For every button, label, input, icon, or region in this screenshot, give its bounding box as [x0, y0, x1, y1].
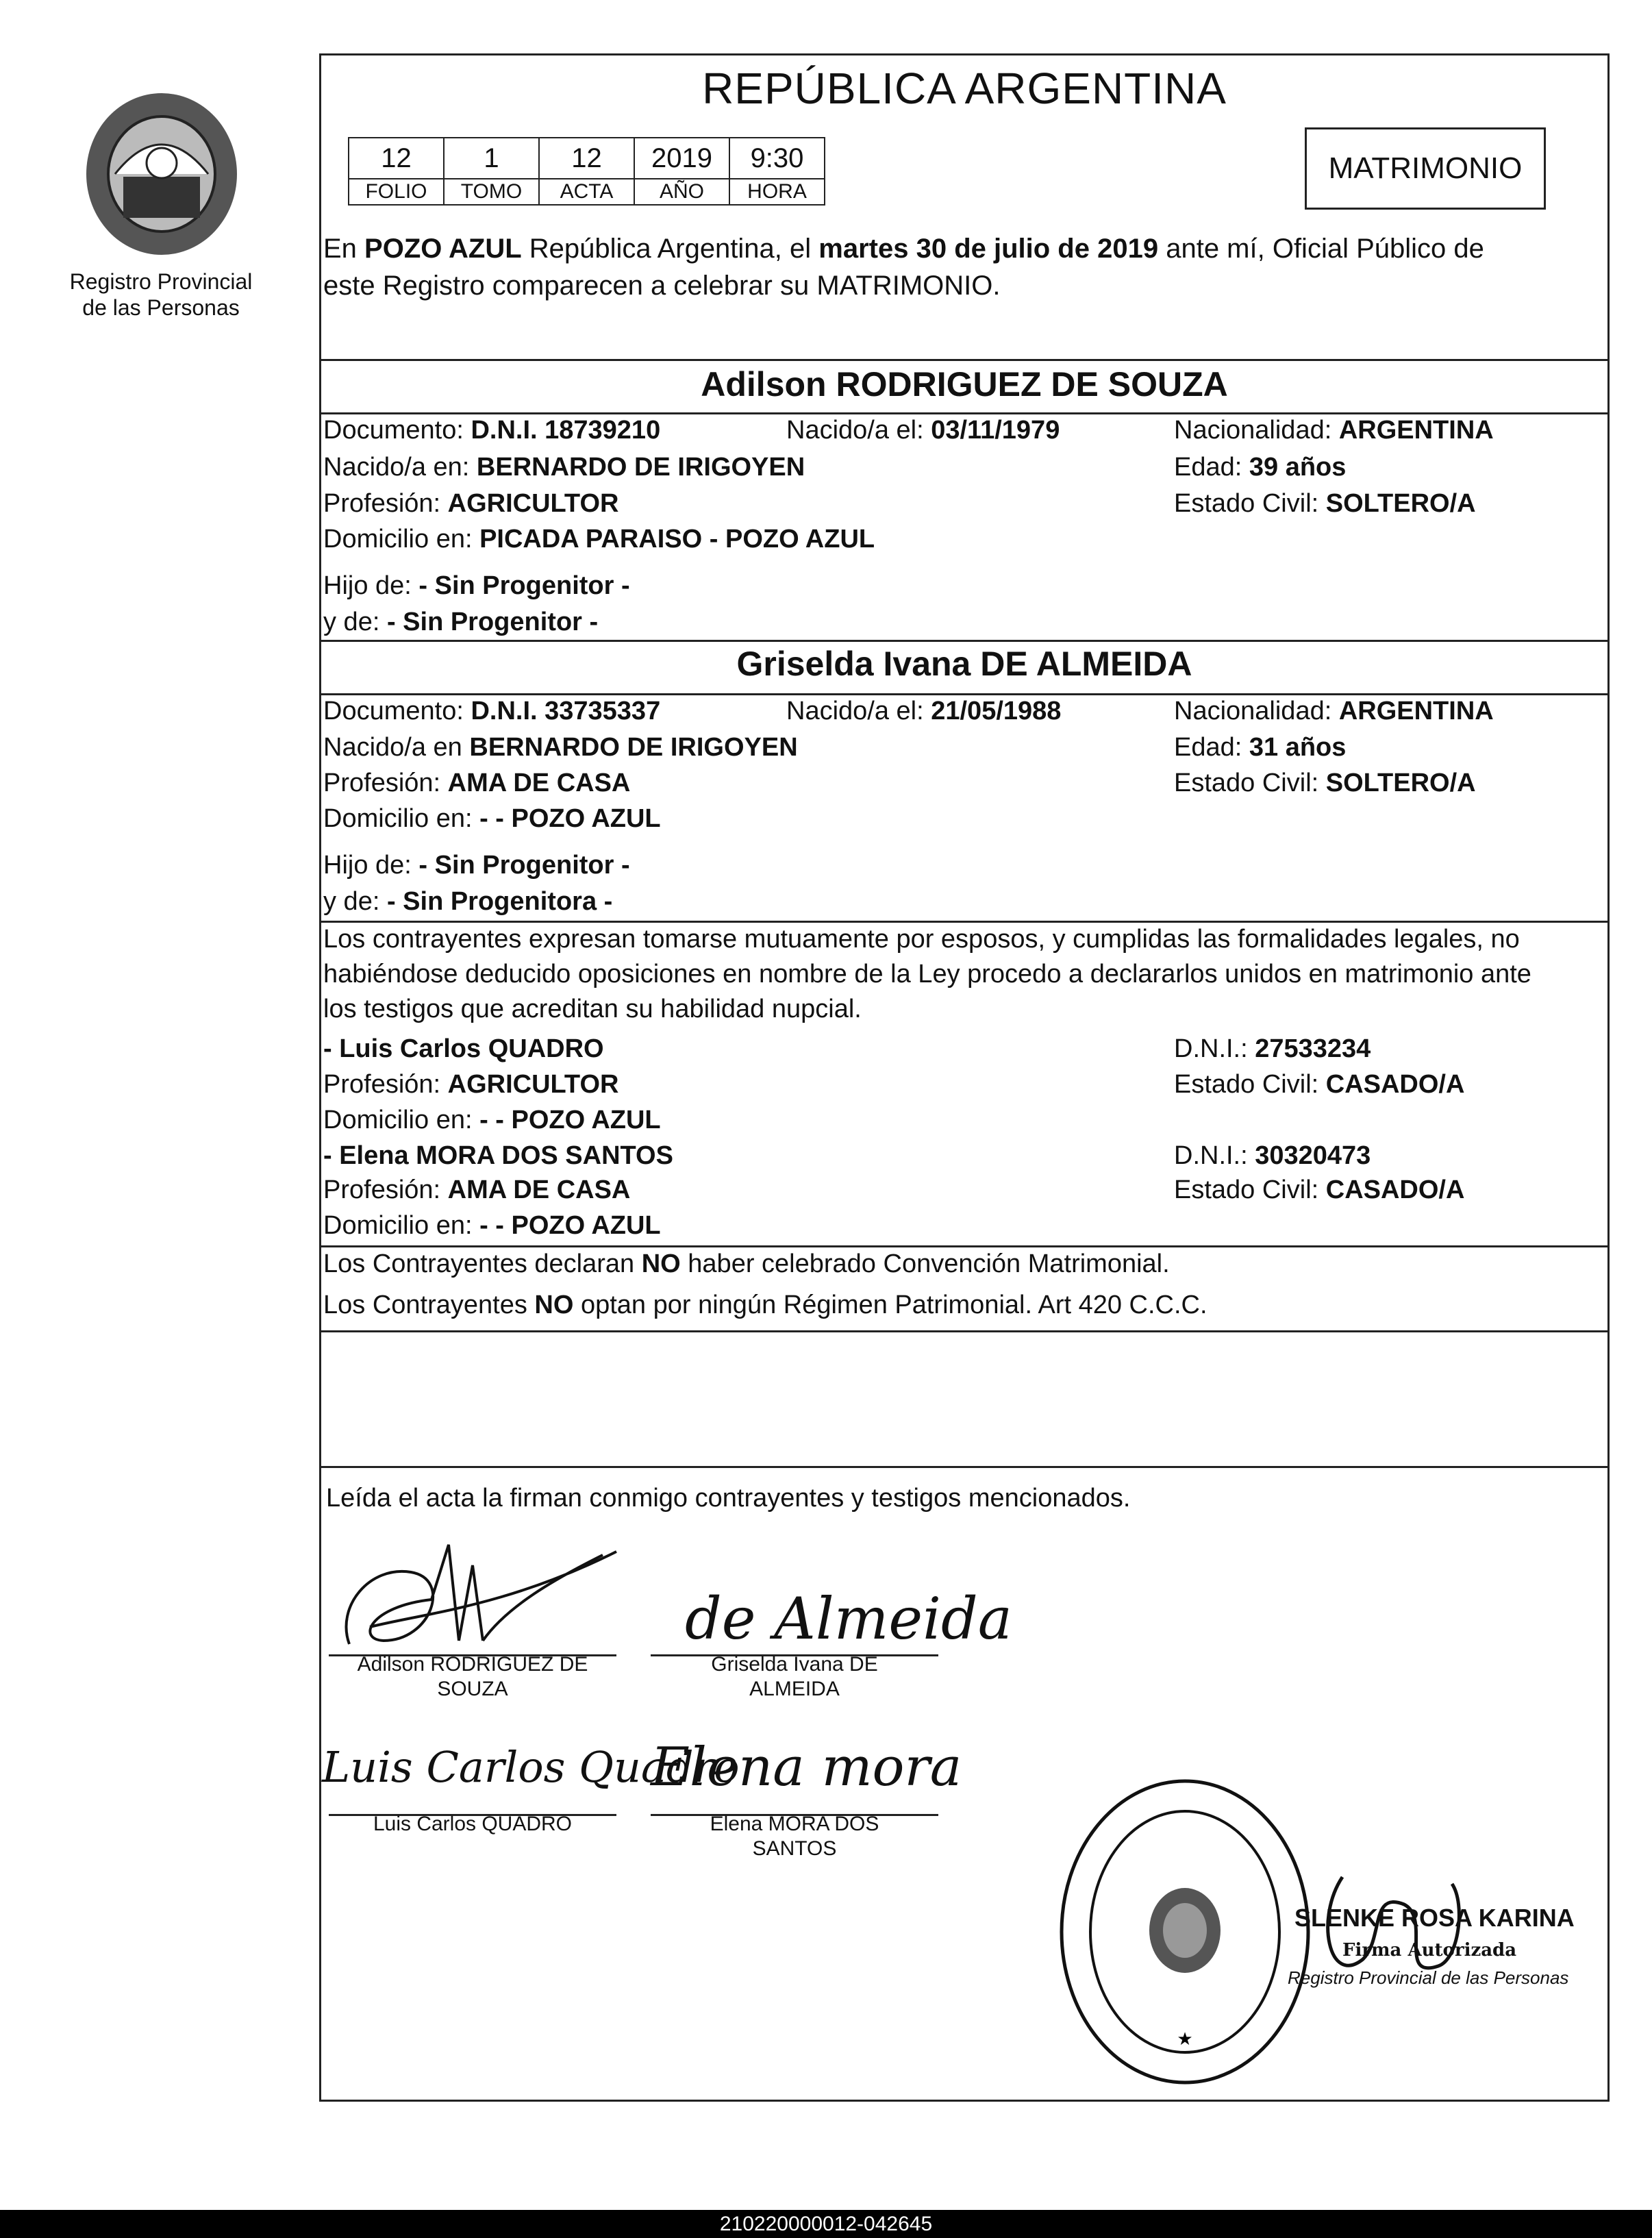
official-registro: Registro Provincial de las Personas — [1288, 1967, 1569, 1988]
c1-nacido-el — [786, 413, 1060, 447]
c2-domicilio — [323, 801, 661, 836]
value: AMA DE CASA — [447, 1176, 631, 1204]
c1-estado-civil — [1174, 486, 1476, 521]
value: SOLTERO/A — [1325, 769, 1476, 797]
t2-domicilio — [323, 1208, 661, 1243]
value: - - POZO AZUL — [479, 804, 661, 833]
signature-1-scribble — [329, 1524, 623, 1661]
contrayente2-name: Griselda Ivana DE ALMEIDA — [736, 645, 1192, 683]
label: Domicilio en: — [323, 1106, 480, 1134]
value: D.N.I. 18739210 — [471, 416, 661, 445]
label-line: SANTOS — [752, 1837, 837, 1860]
official-firma: Firma Autorizada — [1342, 1940, 1517, 1961]
label: Nacido/a en: — [323, 453, 477, 482]
signature-2-script: de Almeida — [685, 1585, 1012, 1652]
label: Nacionalidad: — [1174, 697, 1339, 725]
c1-domicilio — [323, 522, 875, 556]
divider — [319, 640, 1610, 642]
label: Hijo de: — [323, 851, 419, 880]
intro-text-3: ante mí, Oficial Público de — [1158, 234, 1484, 264]
c2-nacido-en — [323, 730, 798, 764]
label-line: Elena MORA DOS — [710, 1813, 879, 1835]
document-barcode-footer: 210220000012-042645 — [0, 2210, 1652, 2238]
declaration-line-1: Los contrayentes expresan tomarse mutuamente por esposos, y cumplidas las formalidades legales, no — [323, 925, 1520, 954]
label: Profesión: — [323, 1176, 448, 1204]
value: BERNARDO DE IRIGOYEN — [476, 453, 805, 482]
c2-edad — [1174, 730, 1346, 764]
signature-4-script: Elena mora — [651, 1737, 962, 1798]
c1-profesion — [323, 486, 618, 521]
hora-label: HORA — [729, 179, 825, 205]
official-name: SLENKE ROSA KARINA — [1294, 1904, 1575, 1932]
value: AMA DE CASA — [447, 769, 631, 797]
value: 31 años — [1249, 733, 1347, 762]
value: CASADO/A — [1325, 1070, 1465, 1099]
country-title: REPÚBLICA ARGENTINA — [702, 64, 1227, 113]
intro-paragraph — [323, 230, 1604, 304]
c1-documento — [323, 413, 660, 447]
t2-estado-civil — [1174, 1173, 1464, 1207]
label: D.N.I.: — [1174, 1141, 1255, 1170]
contrayente1-name: Adilson RODRIGUEZ DE SOUZA — [701, 365, 1228, 403]
value: BERNARDO DE IRIGOYEN — [469, 733, 798, 762]
c2-nacionalidad — [1174, 694, 1494, 728]
value: D.N.I. 33735337 — [471, 697, 661, 725]
intro-date: martes 30 de julio de 2019 — [818, 234, 1159, 264]
declaration-line-2: habiéndose deducido oposiciones en nombre de la Ley procedo a declararlos unidos en matrimonio ante — [323, 960, 1531, 989]
c2-profesion — [323, 766, 630, 800]
official-signature-scribble — [1301, 1863, 1479, 2000]
tomo-value: 1 — [444, 138, 539, 179]
convencion-line-2 — [323, 1288, 1207, 1322]
label: Domicilio en: — [323, 804, 480, 833]
label: Profesión: — [323, 1070, 448, 1099]
value: SOLTERO/A — [1325, 489, 1476, 518]
label: Domicilio en: — [323, 1211, 480, 1240]
label: y de: — [323, 608, 387, 636]
t1-dni — [1174, 1032, 1371, 1066]
label: Hijo de: — [323, 571, 419, 600]
provincial-seal-logo — [74, 88, 249, 273]
label-line: SOUZA — [437, 1678, 508, 1700]
intro-place: POZO AZUL — [364, 234, 522, 264]
declaration-paragraph — [323, 922, 1604, 1027]
signature-2-label — [651, 1652, 938, 1702]
divider — [319, 1466, 1610, 1468]
label: Edad: — [1174, 453, 1249, 482]
text: optan por ningún Régimen Patrimonial. Art 420 C.C.C. — [573, 1291, 1207, 1319]
value: AGRICULTOR — [447, 1070, 619, 1099]
value: CASADO/A — [1325, 1176, 1465, 1204]
hora-value: 9:30 — [729, 138, 825, 179]
tomo-label: TOMO — [444, 179, 539, 205]
signature-1-label — [329, 1652, 616, 1702]
value: 30320473 — [1255, 1141, 1371, 1170]
c2-y-de — [323, 884, 612, 919]
label: Nacionalidad: — [1174, 416, 1339, 445]
divider — [319, 359, 1610, 361]
c1-hijo-de — [323, 569, 630, 603]
label: Nacido/a el: — [786, 416, 931, 445]
label: Estado Civil: — [1174, 1176, 1326, 1204]
folio-label: FOLIO — [349, 179, 444, 205]
c1-nacido-en — [323, 450, 805, 484]
acta-value: 12 — [539, 138, 634, 179]
t1-profesion — [323, 1067, 618, 1102]
anio-value: 2019 — [634, 138, 729, 179]
label: Estado Civil: — [1174, 489, 1326, 518]
label-line: Adilson RODRIGUEZ DE — [357, 1653, 588, 1676]
declaration-line-3: los testigos que acreditan su habilidad nupcial. — [323, 995, 862, 1023]
folio-value: 12 — [349, 138, 444, 179]
c1-y-de — [323, 605, 598, 639]
value: PICADA PARAISO - POZO AZUL — [479, 525, 875, 554]
divider — [319, 1330, 1610, 1332]
label: Edad: — [1174, 733, 1249, 762]
label: Nacido/a en — [323, 733, 470, 762]
convencion-line-1 — [323, 1247, 1170, 1281]
c2-hijo-de — [323, 848, 630, 882]
testigo2-name: - Elena MORA DOS SANTOS — [323, 1141, 673, 1170]
leida-text: Leída el acta la firman conmigo contrayentes y testigos mencionados. — [326, 1484, 1131, 1513]
value: 27533234 — [1255, 1034, 1371, 1063]
official-oval-stamp — [1055, 1774, 1315, 2089]
text: haber celebrado Convención Matrimonial. — [680, 1249, 1170, 1278]
c2-documento — [323, 694, 660, 728]
label: Estado Civil: — [1174, 1070, 1326, 1099]
t1-domicilio — [323, 1103, 661, 1137]
c2-estado-civil — [1174, 766, 1476, 800]
no-emphasis: NO — [641, 1249, 681, 1278]
label-line: ALMEIDA — [749, 1678, 840, 1700]
t2-dni — [1174, 1139, 1371, 1173]
label: Profesión: — [323, 769, 448, 797]
text: Los Contrayentes — [323, 1291, 535, 1319]
intro-line-2: este Registro comparecen a celebrar su MATRIMONIO. — [323, 271, 1001, 301]
signature-4-label — [651, 1812, 938, 1861]
label: Estado Civil: — [1174, 769, 1326, 797]
c1-nacionalidad — [1174, 413, 1494, 447]
value: - Sin Progenitor - — [386, 608, 599, 636]
value: - Sin Progenitora - — [386, 887, 613, 916]
value: ARGENTINA — [1338, 697, 1494, 725]
c1-edad — [1174, 450, 1346, 484]
registration-table — [348, 137, 825, 206]
registry-caption — [41, 269, 281, 321]
signature-3-script: Luis Carlos Quadro — [322, 1742, 740, 1792]
t1-estado-civil — [1174, 1067, 1464, 1102]
c2-nacido-el — [786, 694, 1061, 728]
label: Domicilio en: — [323, 525, 480, 554]
anio-label: AÑO — [634, 179, 729, 205]
value: 39 años — [1249, 453, 1347, 482]
registry-caption-line1: Registro Provincial — [69, 269, 253, 294]
label: y de: — [323, 887, 387, 916]
registry-caption-line2: de las Personas — [82, 295, 240, 320]
value: - - POZO AZUL — [479, 1211, 661, 1240]
label-line: Luis Carlos QUADRO — [373, 1813, 573, 1835]
label: Documento: — [323, 697, 471, 725]
label: Profesión: — [323, 489, 448, 518]
no-emphasis: NO — [534, 1291, 574, 1319]
value: - - POZO AZUL — [479, 1106, 661, 1134]
label-line: Griselda Ivana DE — [711, 1653, 878, 1676]
t2-profesion — [323, 1173, 630, 1207]
value: - Sin Progenitor - — [418, 571, 630, 600]
text: Los Contrayentes declaran — [323, 1249, 642, 1278]
label: D.N.I.: — [1174, 1034, 1255, 1063]
act-type-box: MATRIMONIO — [1305, 127, 1546, 210]
label: Nacido/a el: — [786, 697, 931, 725]
svg-text:★: ★ — [1177, 2028, 1193, 2049]
label: Documento: — [323, 416, 471, 445]
testigo1-name: - Luis Carlos QUADRO — [323, 1034, 604, 1063]
acta-label: ACTA — [539, 179, 634, 205]
signature-3-label — [329, 1812, 616, 1837]
value: AGRICULTOR — [447, 489, 619, 518]
value: - Sin Progenitor - — [418, 851, 630, 880]
intro-text-1: En — [323, 234, 365, 264]
value: 21/05/1988 — [931, 697, 1062, 725]
value: ARGENTINA — [1338, 416, 1494, 445]
value: 03/11/1979 — [931, 416, 1060, 445]
intro-text-2: República Argentina, el — [521, 234, 819, 264]
